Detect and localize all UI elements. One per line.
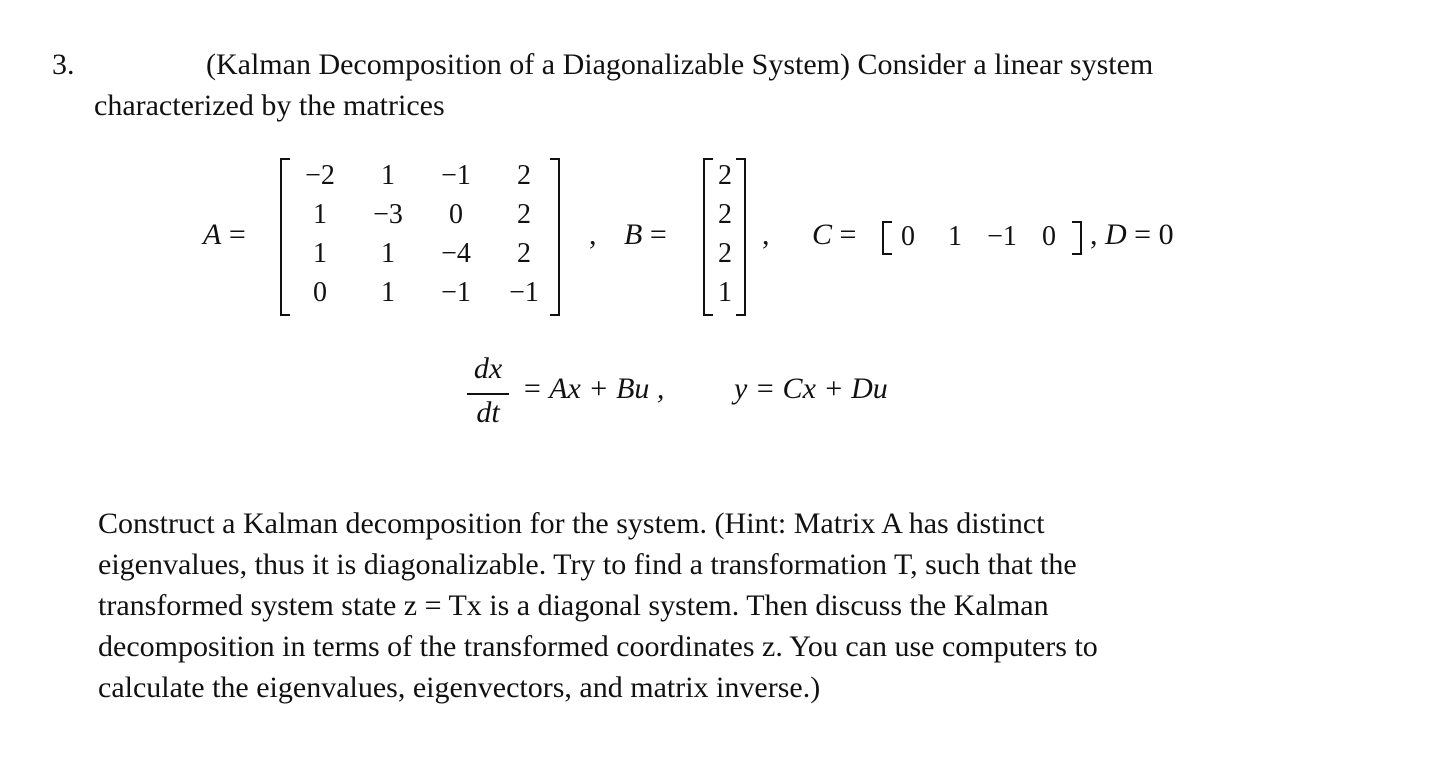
fraction-bar — [467, 393, 509, 395]
matrix-a-cell: 1 — [313, 199, 327, 230]
matrix-b-symbol: B — [624, 218, 643, 251]
matrix-a-cell: −3 — [373, 199, 403, 230]
matrix-c-cell: 0 — [901, 221, 915, 252]
matrix-a-cell: −2 — [305, 160, 335, 191]
matrix-c-cell: 0 — [1042, 221, 1056, 252]
matrix-c-cell: 1 — [948, 221, 962, 252]
matrix-c-right-bracket — [1072, 221, 1082, 255]
task-line-4: decomposition in terms of the transformed coordinates z. You can use computers to — [98, 630, 1098, 663]
matrix-a-cell: 2 — [517, 238, 531, 269]
state-equation-rhs: = Ax + Bu , — [522, 372, 665, 405]
output-equation: y = Cx + Du — [734, 372, 888, 405]
matrix-a-symbol: A — [203, 218, 222, 251]
matrix-a-cell: 1 — [381, 160, 395, 191]
matrix-a — [280, 158, 560, 316]
matrix-a-cell: 1 — [381, 238, 395, 269]
matrix-d-expression: , D = 0 — [1090, 218, 1174, 251]
task-paragraph — [98, 503, 1308, 708]
matrix-b-cell: 2 — [718, 199, 732, 230]
matrix-a-cell: 1 — [381, 277, 395, 308]
matrix-c-expression: C = — [812, 218, 857, 251]
matrix-c-symbol: C — [812, 218, 833, 251]
matrix-b-label: B = — [624, 218, 667, 251]
matrix-b-comma: , — [762, 218, 770, 251]
matrix-b-cell: 2 — [718, 160, 732, 191]
task-line-2: eigenvalues, thus it is diagonalizable. Try to find a transformation T, such that the — [98, 548, 1077, 581]
problem-number: 3. — [52, 48, 75, 81]
matrix-a-label: A = — [203, 218, 246, 251]
task-line-3: transformed system state z = Tx is a diagonal system. Then discuss the Kalman — [98, 589, 1049, 622]
matrix-a-cell: 0 — [313, 277, 327, 308]
matrix-a-comma: , — [589, 218, 597, 251]
derivative-fraction — [465, 352, 511, 436]
matrix-b — [703, 158, 746, 316]
matrix-c-cell: −1 — [987, 221, 1017, 252]
matrix-a-cell: 2 — [517, 199, 531, 230]
matrix-a-cell: −4 — [441, 238, 471, 269]
matrix-a-cell: −1 — [441, 277, 471, 308]
matrix-c — [882, 221, 1082, 255]
matrix-a-cell: −1 — [509, 277, 539, 308]
problem-intro-line2: characterized by the matrices — [94, 89, 445, 122]
matrix-b-cell: 1 — [718, 277, 732, 308]
matrix-a-cell: 2 — [517, 160, 531, 191]
task-line-1: Construct a Kalman decomposition for the system. (Hint: Matrix A has distinct — [98, 507, 1045, 540]
task-line-5: calculate the eigenvalues, eigenvectors, and matrix inverse.) — [98, 671, 821, 704]
matrix-d-symbol: D — [1105, 218, 1127, 251]
problem-title: (Kalman Decomposition of a Diagonalizable System) — [206, 48, 850, 81]
matrix-a-cell: 0 — [449, 199, 463, 230]
fraction-numerator: dx — [473, 352, 503, 385]
problem-intro: Consider a linear system — [857, 48, 1154, 81]
matrix-d-value: 0 — [1158, 218, 1174, 251]
matrix-a-cell: −1 — [441, 160, 471, 191]
matrix-b-cell: 2 — [718, 238, 732, 269]
fraction-denominator: dt — [476, 396, 500, 429]
problem-title-line — [206, 44, 1153, 85]
matrix-a-cell: 1 — [313, 238, 327, 269]
